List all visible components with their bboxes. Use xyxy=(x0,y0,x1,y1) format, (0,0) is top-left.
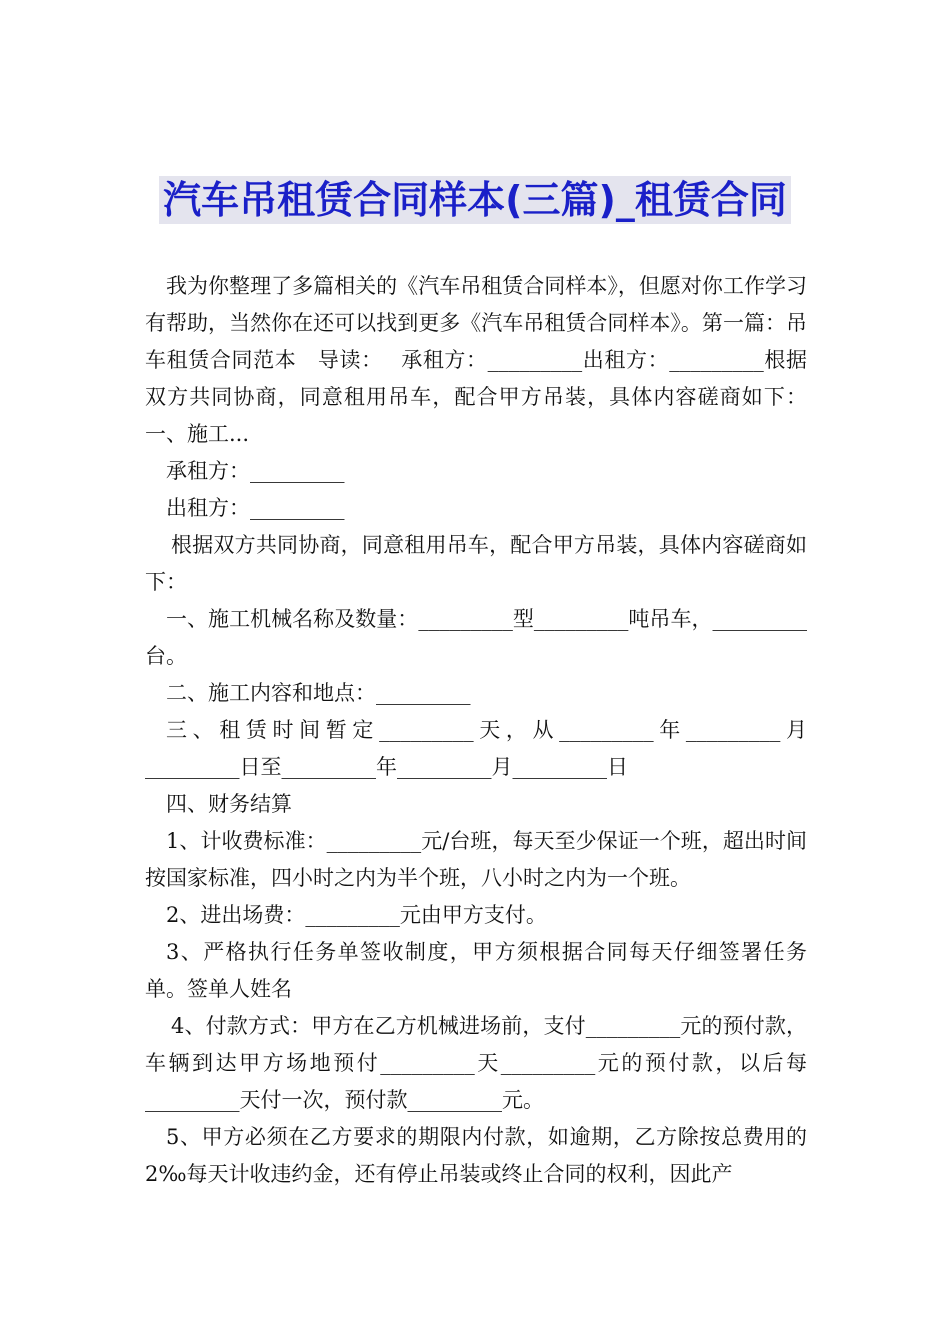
title-container xyxy=(0,176,950,224)
paragraph-item-1: 1、计收费标准：_________元/台班，每天至少保证一个班，超出时间按国家标准，四小时之内为半个班，八小时之内为一个班。 xyxy=(145,829,807,890)
paragraph-clause-1: 一、施工机械名称及数量：_________型_________吨吊车，_________台。 xyxy=(145,607,807,668)
paragraph-agreement: 根据双方共同协商，同意租用吊车，配合甲方吊装，具体内容磋商如下： xyxy=(145,533,807,594)
paragraph-clause-3: 三、租赁时间暂定_________天，从_________年_________月_________日至_________年_________月_________日 xyxy=(145,718,807,779)
paragraph-item-4: 4、付款方式：甲方在乙方机械进场前，支付_________元的预付款，车辆到达甲方场地预付_________天_________元的预付款，以后每_________天付一次，预付款_________元。 xyxy=(145,1014,807,1112)
document-body xyxy=(145,268,807,1193)
paragraph-clause-4: 四、财务结算 xyxy=(166,792,292,816)
paragraph-clause-2: 二、施工内容和地点：_________ xyxy=(166,681,471,705)
paragraph-lessee: 承租方：_________ xyxy=(166,459,345,483)
paragraph-item-3: 3、严格执行任务单签收制度，甲方须根据合同每天仔细签署任务单。签单人姓名 xyxy=(145,940,807,1001)
paragraph-intro: 我为你整理了多篇相关的《汽车吊租赁合同样本》，但愿对你工作学习有帮助，当然你在还可以找到更多《汽车吊租赁合同样本》。第一篇：吊车租赁合同范本 导读： 承租方：_________出租方：_________根据双方共同协商，同意租用吊车，配合甲方吊装，具体内容磋商如下：一、施工... xyxy=(145,274,807,446)
paragraph-item-2: 2、进出场费：_________元由甲方支付。 xyxy=(166,903,547,927)
document-title: 汽车吊租赁合同样本(三篇)_租赁合同 xyxy=(159,176,791,224)
paragraph-lessor: 出租方：_________ xyxy=(166,496,345,520)
paragraph-item-5: 5、甲方必须在乙方要求的期限内付款，如逾期，乙方除按总费用的2‰每天计收违约金，还有停止吊装或终止合同的权利，因此产 xyxy=(145,1125,807,1186)
